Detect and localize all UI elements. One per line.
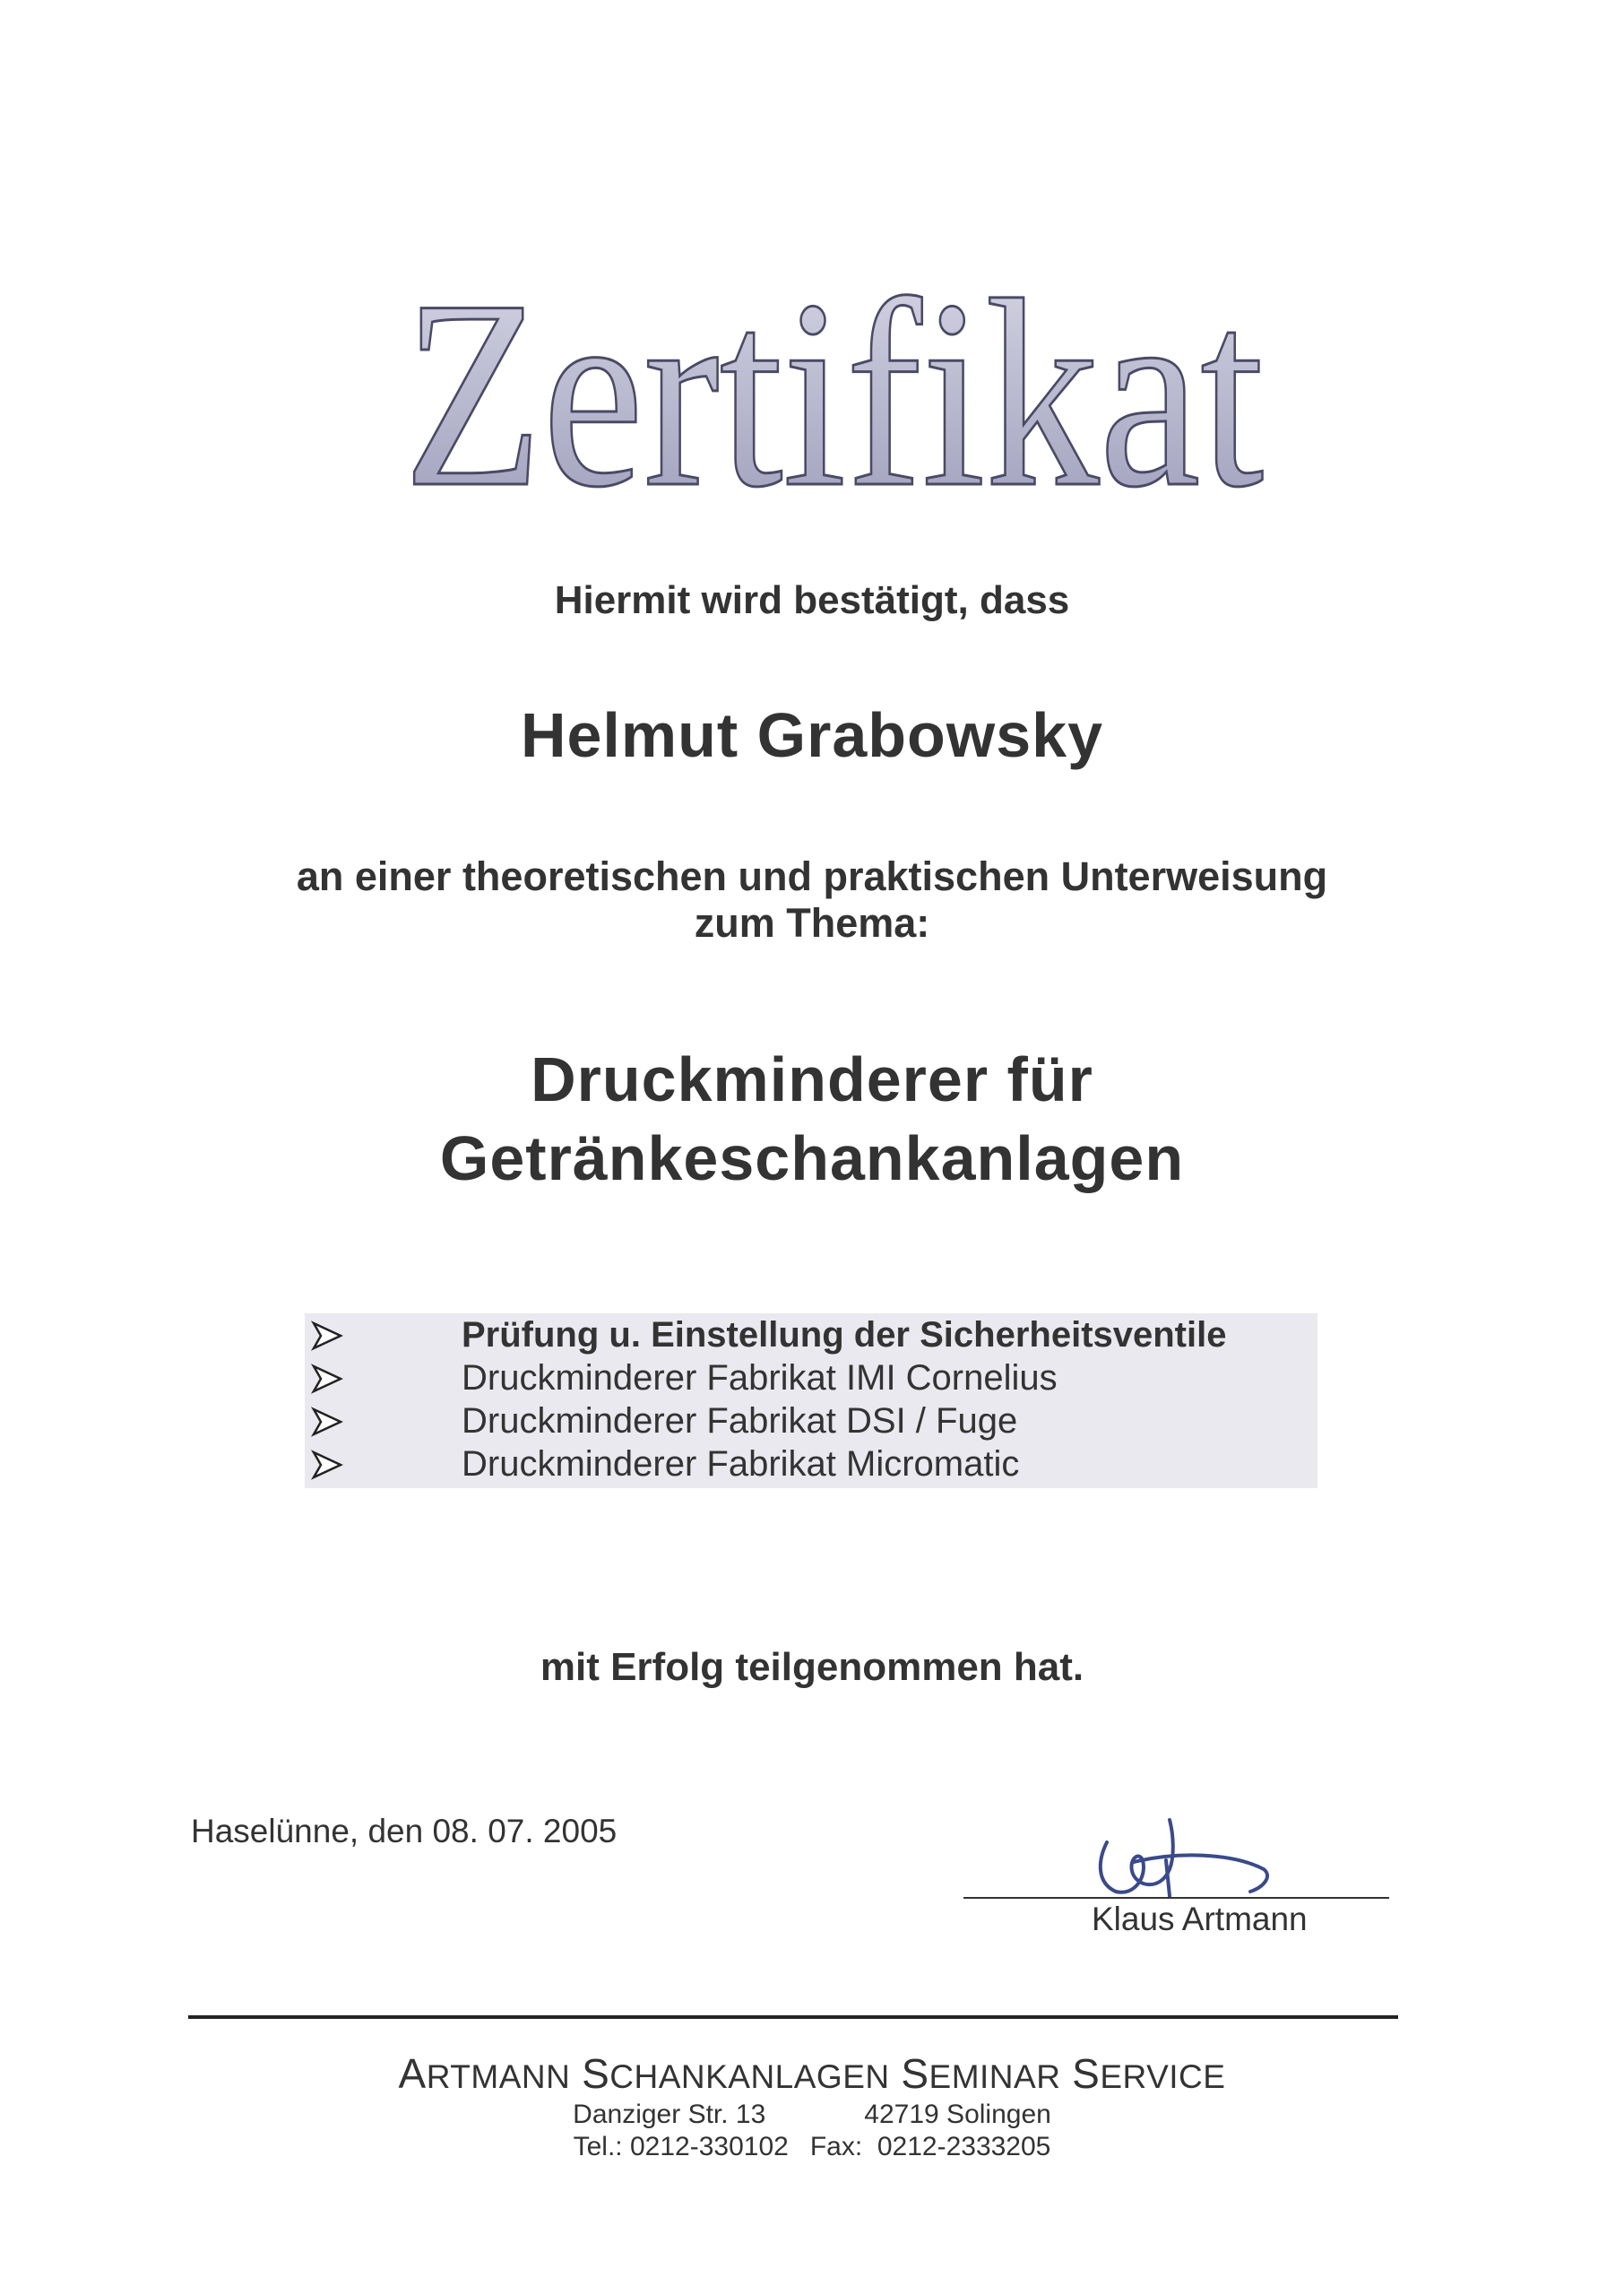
company-word: ARTMANN <box>398 2050 571 2097</box>
street-address: Danziger Str. 13 <box>573 2100 766 2129</box>
list-item-text: Druckminderer Fabrikat DSI / Fuge <box>462 1401 1018 1441</box>
list-item <box>305 1356 1317 1399</box>
course-line-1: an einer theoretischen und praktischen Unterweisung <box>296 853 1328 899</box>
arrowhead-bullet-icon <box>312 1313 348 1356</box>
signature-line <box>963 1897 1389 1899</box>
list-item-text: Prüfung u. Einstellung der Sicherheitsventile <box>462 1315 1227 1355</box>
arrowhead-bullet-icon <box>312 1442 348 1485</box>
recipient-name: Helmut Grabowsky <box>520 700 1104 770</box>
course-description <box>0 853 1624 947</box>
arrowhead-bullet-icon <box>312 1356 348 1399</box>
list-item <box>305 1313 1317 1356</box>
intro-line: Hiermit wird bestätigt, dass <box>554 578 1070 622</box>
completion-line: mit Erfolg teilgenommen hat. <box>540 1645 1084 1689</box>
title-text: Zertifikat <box>403 245 1265 542</box>
arrowhead-bullet-icon <box>312 1399 348 1442</box>
list-item <box>305 1399 1317 1442</box>
topic-items-list <box>305 1313 1317 1488</box>
company-address <box>0 2100 1624 2130</box>
course-line-2: zum Thema: <box>694 900 930 946</box>
list-item-text: Druckminderer Fabrikat IMI Cornelius <box>462 1358 1058 1398</box>
company-name <box>0 2049 1624 2098</box>
list-item <box>305 1442 1317 1485</box>
topic-line-2: Getränkeschankanlagen <box>439 1123 1185 1193</box>
list-item-text: Druckminderer Fabrikat Micromatic <box>462 1444 1020 1484</box>
company-word: SEMINAR <box>901 2050 1061 2097</box>
company-word: SCHANKANLAGEN <box>582 2050 890 2097</box>
certificate-title <box>394 134 1273 542</box>
company-contact <box>0 2132 1624 2162</box>
topic-line-1: Druckminderer für <box>531 1044 1093 1114</box>
place-date: Haselünne, den 08. 07. 2005 <box>191 1813 618 1849</box>
company-word: SERVICE <box>1072 2050 1226 2097</box>
city-address: 42719 Solingen <box>864 2100 1051 2129</box>
footer-divider <box>188 2015 1398 2019</box>
fax-number: Fax: 0212-2333205 <box>809 2132 1051 2161</box>
phone-number: Tel.: 0212-330102 <box>573 2132 789 2161</box>
signer-name: Klaus Artmann <box>1092 1901 1308 1937</box>
course-topic <box>0 1040 1624 1198</box>
